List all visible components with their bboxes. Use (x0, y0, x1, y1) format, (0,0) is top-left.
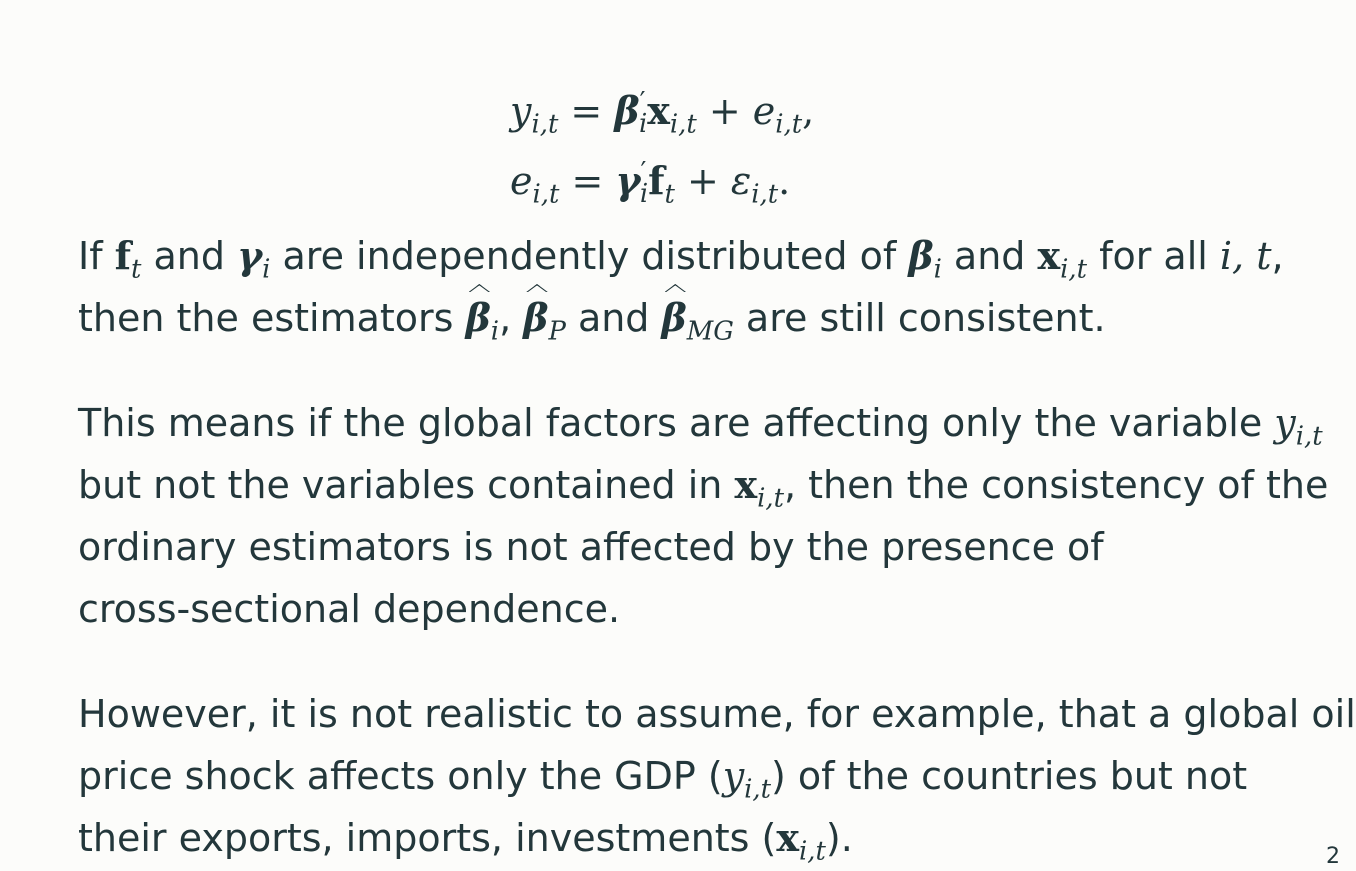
p3-x-sub: i,t (799, 836, 826, 867)
p1-beta-hat-p-sub: P (548, 316, 566, 347)
p1-f: f (114, 233, 132, 278)
eq2-period: . (778, 159, 791, 203)
paragraph3-line1: However, it is not realistic to assume, for example, that a global oil (78, 692, 1356, 736)
p1-text-1: If (78, 234, 115, 278)
p1-f-sub: t (131, 254, 142, 285)
eq1-lhs: y (510, 89, 532, 133)
p1-text-10: are still consistent. (733, 296, 1106, 340)
eq1-lhs-sub: i,t (531, 109, 559, 140)
eq1-e-sub: i,t (775, 109, 803, 140)
paragraph-independence (78, 225, 1288, 349)
p1-beta-hat-mg: β (662, 287, 687, 349)
paragraph1-line1 (78, 225, 1288, 287)
p1-x: x (1037, 233, 1061, 278)
p2-x-sub: i,t (757, 483, 784, 514)
p3-text-4: ). (825, 816, 853, 860)
eq2-plus: + (674, 159, 731, 203)
p1-beta: β (908, 233, 934, 278)
eq1-beta-prime: ′ (639, 86, 646, 117)
paragraph-global-factors (78, 392, 1329, 640)
p1-text-2: and (141, 234, 238, 278)
eq2-gamma-prime: ′ (640, 156, 647, 187)
p1-text-8: , (499, 296, 524, 340)
p1-x-sub: i,t (1060, 254, 1088, 285)
p1-text-5: for all (1087, 234, 1220, 278)
eq2-lhs-sub: i,t (532, 179, 560, 210)
eq1-x-sub: i,t (669, 109, 697, 140)
p3-text-2: ) of the countries but not (771, 754, 1248, 798)
paragraph2-line4: cross-sectional dependence. (78, 587, 621, 631)
eq2-equals: = (559, 159, 616, 203)
eq2-lhs: e (510, 159, 533, 203)
p2-text-3: , then the consistency of the (783, 463, 1329, 507)
p1-beta-hat-i: β (466, 287, 491, 349)
p1-text-4: and (941, 234, 1038, 278)
p2-y-sub: i,t (1295, 421, 1323, 452)
eq1-x: x (647, 88, 670, 133)
p1-beta-hat-p: β (523, 287, 548, 349)
p1-text-9: and (565, 296, 662, 340)
paragraph3-line3 (78, 807, 1288, 869)
paragraph2-line3: ordinary estimators is not affected by the presence of (78, 525, 1104, 569)
eq2-f: f (648, 158, 665, 203)
paragraph1-line2 (78, 287, 1288, 349)
p2-text-1: This means if the global factors are affecting only the variable (78, 401, 1275, 445)
p1-text-3: are independently distributed of (270, 234, 909, 278)
p2-x: x (734, 462, 758, 507)
p1-beta-hat-i-sub: i (490, 316, 500, 347)
equation-line-2 (510, 146, 814, 216)
p2-text-2: but not the variables contained in (78, 463, 735, 507)
equation-line-1 (510, 76, 814, 146)
p2-y: y (1274, 401, 1296, 445)
eq1-e: e (752, 89, 776, 133)
paragraph2-line2 (78, 454, 1329, 516)
eq1-plus: + (696, 89, 753, 133)
p3-y-sub: i,t (744, 774, 772, 805)
p1-beta-sub: i (933, 254, 942, 285)
eq1-beta-sub: i (638, 109, 648, 140)
equation-block (510, 76, 814, 216)
p1-text-7: then the estimators (78, 296, 466, 340)
p3-text-1: price shock affects only the GDP ( (78, 754, 723, 798)
eq1-equals: = (558, 89, 615, 133)
paragraph3-line2 (78, 745, 1288, 807)
eq2-f-sub: t (664, 179, 675, 210)
p1-gamma: γ (237, 233, 263, 278)
eq2-epsilon: ε (730, 159, 752, 203)
p3-y: y (722, 754, 745, 798)
p1-text-6: , (1271, 234, 1284, 278)
eq1-beta: β (614, 88, 640, 133)
p1-beta-hat-mg-sub: MG (686, 316, 734, 347)
page-number: 2 (1326, 844, 1340, 869)
eq2-gamma-sub: i (639, 179, 649, 210)
eq1-comma: , (802, 89, 815, 133)
eq2-epsilon-sub: i,t (751, 179, 779, 210)
paragraph-oil-shock (78, 683, 1356, 869)
p3-text-3: their exports, imports, investments ( (78, 816, 777, 860)
eq2-gamma: γ (615, 158, 641, 203)
paragraph2-line1 (78, 392, 1323, 454)
p3-x: x (776, 815, 800, 860)
p1-i-t: i, t (1219, 234, 1272, 278)
p1-gamma-sub: i (262, 254, 271, 285)
